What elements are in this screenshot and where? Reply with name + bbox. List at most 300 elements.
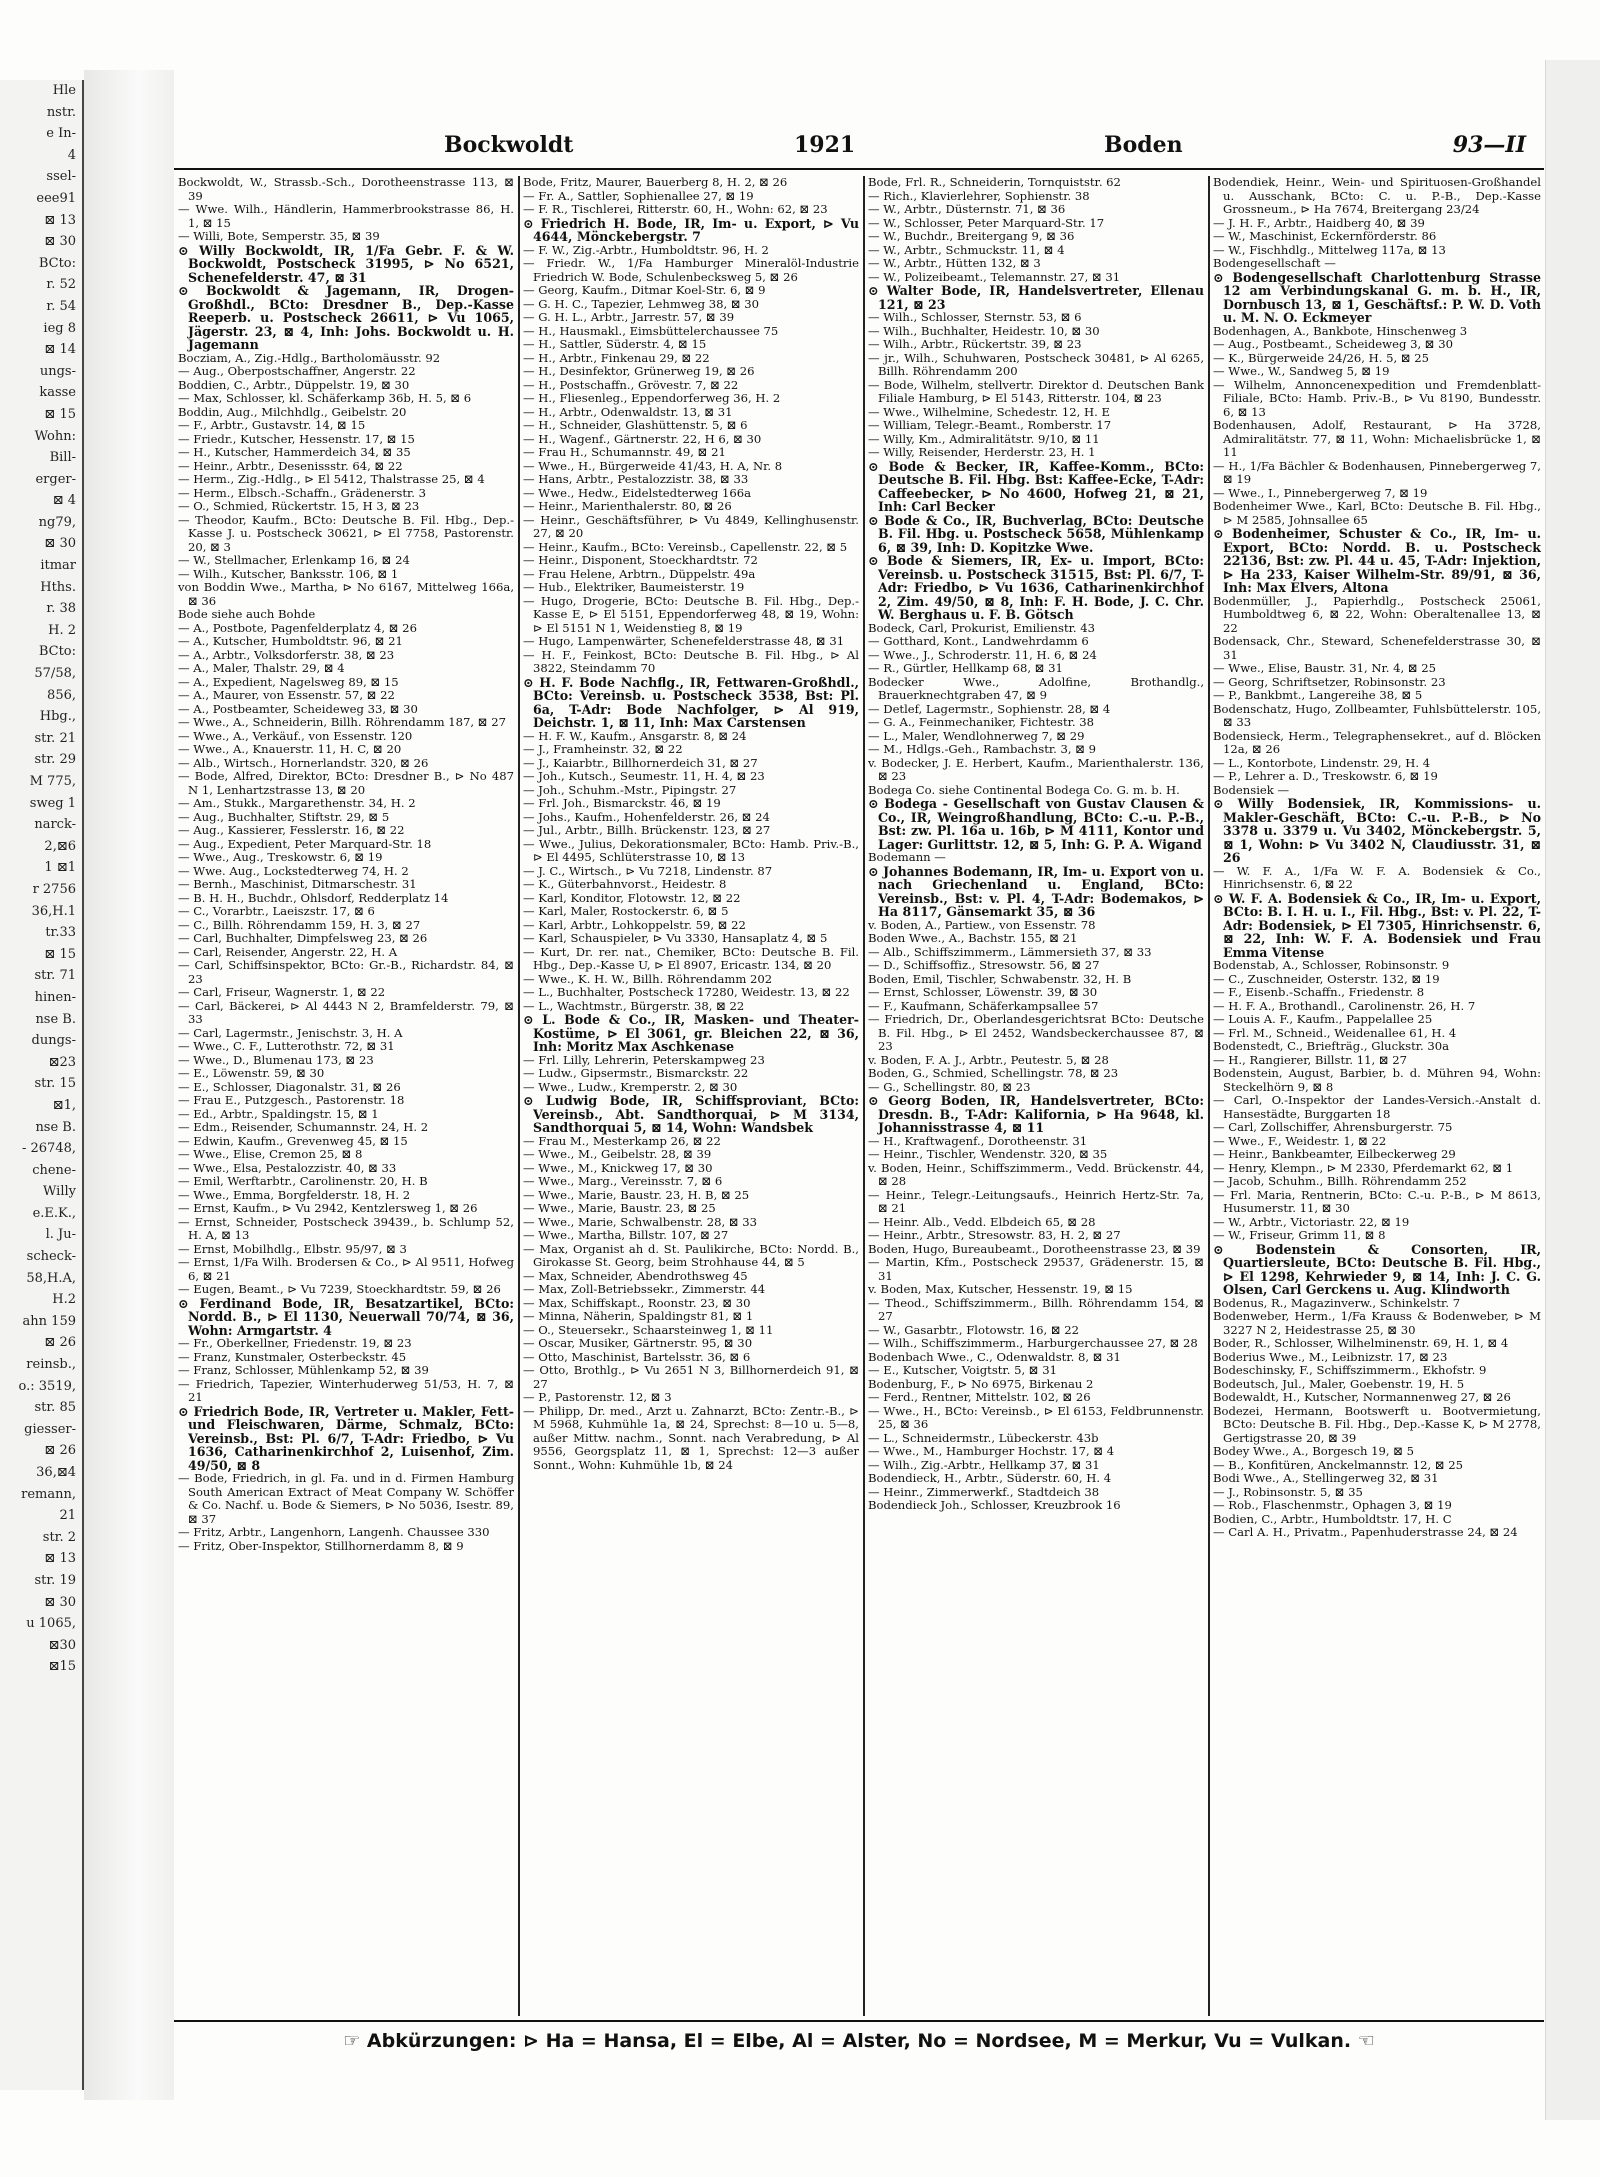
directory-entry: — Friedr. W., 1/Fa Hamburger Mineralöl-Industrie Friedrich W. Bode, Schulenbecksweg 5, ⊠ 26 <box>523 256 859 284</box>
directory-entry: — Carl, Bäckerei, ⊳ Al 4443 N 2, Bramfelderstr. 79, ⊠ 33 <box>178 998 514 1026</box>
directory-entry: — H., Kraftwagenf., Dorotheenstr. 31 <box>868 1133 1088 1148</box>
directory-entry: — Hub., Elektriker, Baumeisterstr. 19 <box>523 580 745 594</box>
directory-entry: — Wwe., Elsa, Pestalozzistr. 40, ⊠ 33 <box>178 1160 397 1175</box>
column-2 <box>523 176 859 2016</box>
directory-entry: — Wwe., Julius, Dekorationsmaler, BCto: Hamb. Priv.-B., ⊳ El 4495, Schlüterstrasse 10, ⊠ 13 <box>523 836 859 864</box>
directory-entry: — Hugo, Lampenwärter, Schenefelderstrasse 48, ⊠ 31 <box>523 634 845 648</box>
directory-entry: — F., Eisenb.-Schaffn., Friedenstr. 8 <box>1213 985 1425 999</box>
left-page-fragment: str. 15 <box>34 1076 76 1092</box>
firm-entry: ⊙ Bode & Becker, IR, Kaffee-Komm., BCto: Deutsche B. Fil. Hbg. Bst: Kaffee-Ecke, T-Adr: Caffeebecker, ⊳ No 4600, Hofweg 21, ⊠ 21, Inh: Carl Becker <box>868 458 1204 514</box>
directory-entry: — Wwe., D., Blumenau 173, ⊠ 23 <box>178 1052 374 1067</box>
left-page-fragment: sweg 1 <box>29 795 76 811</box>
directory-entry: — Georg, Kaufm., Ditmar Koel-Str. 6, ⊠ 9 <box>523 283 766 297</box>
left-page-fragment: reinsb., <box>26 1357 76 1373</box>
left-page-fragment: remann, <box>21 1486 76 1502</box>
directory-entry: — W., Polizeibeamt., Telemannstr. 27, ⊠ 31 <box>868 269 1121 284</box>
left-page-fragment: H.2 <box>52 1292 76 1308</box>
left-page-fragment: ungs- <box>39 363 76 379</box>
directory-entry: — Wwe., A., Verkäuf., von Essenstr. 120 <box>178 728 413 743</box>
column-1 <box>178 176 514 2016</box>
directory-entry: — Heinr., Arbtr., Stresowstr. 83, H. 2, ⊠ 27 <box>868 1228 1121 1242</box>
directory-entry: — Theodor, Kaufm., BCto: Deutsche B. Fil. Hbg., Dep.-Kasse J. u. Postscheck 30621, ⊳ El 7758, Pastorenstr. 20, ⊠ 3 <box>178 512 514 554</box>
directory-entry: Bodenstein, August, Barbier, b. d. Mühren 94, Wohn: Steckelhörn 9, ⊠ 8 <box>1213 1066 1541 1094</box>
left-page-fragment: BCto: <box>38 255 76 271</box>
page-number: 93—II <box>1452 132 1526 158</box>
directory-entry: — W., Stellmacher, Erlenkamp 16, ⊠ 24 <box>178 553 410 567</box>
directory-entry: — J., Robinsonstr. 5, ⊠ 35 <box>1213 1484 1363 1499</box>
directory-entry: — Wwe., Elise, Cremon 25, ⊠ 8 <box>178 1147 363 1161</box>
firm-entry: ⊙ Walter Bode, IR, Handelsvertreter, Ellenau 121, ⊠ 23 <box>868 283 1204 312</box>
left-page-fragment: tr.33 <box>45 925 76 941</box>
directory-entry: — Wwe., I., Pinnebergerweg 7, ⊠ 19 <box>1213 485 1428 500</box>
directory-entry: — Wwe., Hedw., Eidelstedterweg 166a <box>523 485 752 500</box>
directory-entry: — Wwe., F., Weidestr. 1, ⊠ 22 <box>1213 1133 1387 1148</box>
directory-entry: von Boddin Wwe., Martha, ⊳ No 6167, Mittelweg 166a, ⊠ 36 <box>178 580 514 608</box>
directory-entry: — R., Gürtler, Hellkamp 68, ⊠ 31 <box>868 661 1063 675</box>
directory-entry: — W., Buchdr., Breitergang 9, ⊠ 36 <box>868 229 1075 243</box>
directory-entry: — G., Schellingstr. 80, ⊠ 23 <box>868 1079 1031 1094</box>
directory-entry: — L., Kontorbote, Lindenstr. 29, H. 4 <box>1213 755 1431 770</box>
directory-entry: — Frau M., Mesterkamp 26, ⊠ 22 <box>523 1133 721 1148</box>
directory-entry: — Wwe., Marg., Vereinsstr. 7, ⊠ 6 <box>523 1174 723 1188</box>
left-page-fragment: Hle <box>52 83 76 98</box>
directory-entry: — H., Schneider, Glashüttenstr. 5, ⊠ 6 <box>523 418 748 432</box>
directory-entry: — J. H. F., Arbtr., Haidberg 40, ⊠ 39 <box>1213 215 1425 230</box>
directory-entry: — E., Schlosser, Diagonalstr. 31, ⊠ 26 <box>178 1079 401 1094</box>
left-page-fragment: u 1065, <box>26 1616 76 1632</box>
directory-entry: — Wwe., K. H. W., Billh. Röhrendamm 202 <box>523 971 773 986</box>
directory-entry: — Wwe., Aug., Treskowstr. 6, ⊠ 19 <box>178 850 383 864</box>
directory-entry: — Aug., Postbeamt., Scheideweg 3, ⊠ 30 <box>1213 337 1453 351</box>
directory-entry: — J. C., Wirtsch., ⊳ Vu 7218, Lindenstr. 87 <box>523 863 773 878</box>
directory-entry: — Wwe., Emma, Borgfelderstr. 18, H. 2 <box>178 1187 411 1202</box>
directory-entry: — Eugen, Beamt., ⊳ Vu 7239, Stoeckhardtstr. 59, ⊠ 26 <box>178 1282 501 1296</box>
left-page-fragment: str. 21 <box>34 730 76 746</box>
directory-entry: — Fritz, Arbtr., Langenhorn, Langenh. Chaussee 330 <box>178 1525 490 1539</box>
directory-entry: Bodenheimer Wwe., Karl, BCto: Deutsche B. Fil. Hbg., ⊳ M 2585, Johnsallee 65 <box>1213 499 1541 527</box>
directory-entry: Boden, G., Schmied, Schellingstr. 78, ⊠ 23 <box>868 1066 1119 1080</box>
directory-entry: — Alb., Wirtsch., Hornerlandstr. 320, ⊠ 26 <box>178 755 429 770</box>
firm-entry: ⊙ Johannes Bodemann, IR, Im- u. Export von u. nach Griechenland u. England, BCto: Vereinsb., Bst: v. Pl. 4, T-Adr: Bodemakos, ⊳ Ha 8117, Gänsemarkt 35, ⊠ 36 <box>868 863 1204 919</box>
firm-entry: ⊙ Bode & Siemers, IR, Ex- u. Import, BCto: Vereinsb. u. Postscheck 31515, Bst: Pl. 6/7, T-Adr: Friedbo, ⊳ Vu 1636, Catharinenkirchhof 2, Zim. 49/50, ⊠ 8, Inh: F. H. Bode, J. C. Chr. W. Berghaus u. F. B. Götsch <box>868 553 1204 622</box>
directory-entry: — L., Wachtmstr., Bürgerstr. 38, ⊠ 22 <box>523 998 745 1013</box>
directory-entry: Bodezei, Hermann, Bootswerft u. Bootvermietung, BCto: Deutsche B. Fil. Hbg., Dep.-Kasse K, ⊳ M 2778, Gertigstrasse 20, ⊠ 39 <box>1213 1403 1541 1445</box>
directory-entry: — Franz, Kunstmaler, Osterbeckstr. 45 <box>178 1349 407 1364</box>
directory-entry: Bodeck, Carl, Prokurist, Emilienstr. 43 <box>868 620 1096 635</box>
directory-entry: Bodenhausen, Adolf, Restaurant, ⊳ Ha 3728, Admiralitätstr. 77, ⊠ 11, Wohn: Michaelisbrücke 1, ⊠ 11 <box>1213 418 1541 459</box>
directory-entry: — Wilh., Buchhalter, Heidestr. 10, ⊠ 30 <box>868 323 1100 338</box>
directory-entry: — Max, Zoll-Betriebssekr., Zimmerstr. 44 <box>523 1282 766 1296</box>
directory-entry: — Wilh., Schiffszimmerm., Harburgerchaussee 27, ⊠ 28 <box>868 1336 1198 1350</box>
directory-entry: v. Boden, Heinr., Schiffszimmerm., Vedd. Brückenstr. 44, ⊠ 28 <box>868 1160 1204 1188</box>
directory-entry: Boder, R., Schlosser, Wilhelminenstr. 69, H. 1, ⊠ 4 <box>1213 1336 1509 1350</box>
directory-entry: — Heinr., Geschäftsführer, ⊳ Vu 4849, Kellinghusenstr. 27, ⊠ 20 <box>523 512 859 540</box>
firm-entry: ⊙ W. F. A. Bodensiek & Co., IR, Im- u. Export, BCto: B. I. H. u. I., Fil. Hbg., Bst: v. Pl. 22, T-Adr: Bodensiek, ⊳ El 7305, Hinrichsenstr. 6, ⊠ 22, Inh: W. F. A. Bodensiek und Frau Emma Vitense <box>1213 890 1541 960</box>
directory-entry: — Wwe., Marie, Baustr. 23, H. B, ⊠ 25 <box>523 1187 750 1202</box>
directory-entry: Bodensack, Chr., Steward, Schenefelderstrasse 30, ⊠ 31 <box>1213 634 1541 662</box>
directory-entry: — Heinr., Tischler, Wendenstr. 320, ⊠ 35 <box>868 1147 1108 1161</box>
directory-entry: — Wilh., Kutscher, Banksstr. 106, ⊠ 1 <box>178 566 399 581</box>
directory-entry: — Ernst, Schlosser, Löwenstr. 39, ⊠ 30 <box>868 985 1098 999</box>
left-page-fragment: 21 <box>59 1508 76 1524</box>
directory-entry: — G. H. C., Tapezier, Lehmweg 38, ⊠ 30 <box>523 296 760 311</box>
directory-entry: — Carl, Lagermstr., Jenischstr. 3, H. A <box>178 1025 403 1040</box>
directory-entry: Bodendieck, H., Arbtr., Süderstr. 60, H. 4 <box>868 1471 1112 1485</box>
directory-entry: — Bode, Wilhelm, stellvertr. Direktor d. Deutschen Bank Filiale Hamburg, ⊳ El 5143, Ritterstr. 104, ⊠ 23 <box>868 377 1204 405</box>
directory-entry: — J., Kaiarbtr., Billhornerdeich 31, ⊠ 27 <box>523 755 758 770</box>
directory-entry: — P., Lehrer a. D., Treskowstr. 6, ⊠ 19 <box>1213 769 1438 783</box>
directory-entry: — Franz, Schlosser, Mühlenkamp 52, ⊠ 39 <box>178 1363 429 1377</box>
left-page-fragment: eee91 <box>36 190 76 206</box>
directory-entry: — Heinr., Kaufm., BCto: Vereinsb., Capellenstr. 22, ⊠ 5 <box>523 539 848 554</box>
directory-entry: — E., Kutscher, Voigtstr. 5, ⊠ 31 <box>868 1363 1057 1377</box>
directory-entry: — H., Desinfektor, Grünerweg 19, ⊠ 26 <box>523 364 755 378</box>
left-page-fragment: ⊠ 13 <box>44 1551 76 1567</box>
directory-entry: — Joh., Schuhm.-Mstr., Pipingstr. 27 <box>523 782 737 797</box>
directory-entry: — P., Bankbmt., Langereihe 38, ⊠ 5 <box>1213 688 1423 702</box>
left-page-fragment: ⊠ 15 <box>44 946 76 962</box>
left-page-fragment: ⊠15 <box>48 1659 76 1675</box>
left-page-fragment: Bill- <box>49 450 76 466</box>
left-page-fragment: itmar <box>40 558 76 574</box>
directory-entry: — Friedrich, Tapezier, Winterhuderweg 51/53, H. 7, ⊠ 21 <box>178 1376 514 1404</box>
left-page-fragment: ⊠23 <box>48 1054 76 1070</box>
directory-entry: — Karl, Schauspieler, ⊳ Vu 3330, Hansaplatz 4, ⊠ 5 <box>523 931 828 945</box>
left-page-fragment: ⊠ 14 <box>44 342 76 358</box>
directory-entry: — Henry, Klempn., ⊳ M 2330, Pferdemarkt 62, ⊠ 1 <box>1213 1160 1514 1175</box>
directory-entry: — A., Arbtr., Volksdorferstr. 38, ⊠ 23 <box>178 647 395 662</box>
directory-entry: — F., Kaufmann, Schäferkampsallee 57 <box>868 998 1099 1013</box>
footer-rule <box>174 2020 1544 2022</box>
directory-entry: Boddien, C., Arbtr., Düppelstr. 19, ⊠ 30 <box>178 377 410 392</box>
left-page-fragment: Hbg., <box>39 709 76 725</box>
directory-entry: — Gotthard, Kont., Landwehrdamm 6 <box>868 634 1089 648</box>
directory-entry: — Joh., Kutsch., Seumestr. 11, H. 4, ⊠ 23 <box>523 769 765 783</box>
firm-entry: ⊙ Bodenstein & Consorten, IR, Quartiersleute, BCto: Deutsche B. Fil. Hbg., ⊳ El 1298, Kehrwieder 9, ⊠ 14, Inh: J. C. G. Olsen, Carl Gerckens u. Aug. Klindworth <box>1213 1241 1541 1297</box>
directory-entry: Boden, Emil, Tischler, Schwabenstr. 32, H. B <box>868 971 1132 986</box>
left-page-fragment: 36,⊠4 <box>36 1465 76 1480</box>
directory-entry: — Wwe., Elise, Baustr. 31, Nr. 4, ⊠ 25 <box>1213 661 1437 675</box>
directory-entry: — Wwe., W., Sandweg 5, ⊠ 19 <box>1213 364 1390 378</box>
left-page-fragment: 57/58, <box>34 666 76 682</box>
directory-entry: — K., Güterbahnvorst., Heidestr. 8 <box>523 877 727 891</box>
directory-entry: — L., Maler, Wendlohnerweg 7, ⊠ 29 <box>868 728 1085 743</box>
directory-entry: — Am., Stukk., Margarethenstr. 34, H. 2 <box>178 796 416 810</box>
directory-entry: — W., Schlosser, Peter Marquard-Str. 17 <box>868 215 1105 230</box>
directory-entry: — Emil, Werftarbtr., Carolinenstr. 20, H. B <box>178 1174 428 1188</box>
left-page-fragment: M 775, <box>29 774 76 789</box>
directory-entry: — W., Fischhdlg., Mittelweg 117a, ⊠ 13 <box>1213 242 1446 257</box>
firm-entry: ⊙ Bockwoldt & Jagemann, IR, Drogen-Großhdl., BCto: Dresdner B., Dep.-Kasse Reeperb. u. Postscheck 26611, ⊳ Vu 1065, Jägerstr. 23, ⊠ 4, Inh: Johs. Bockwoldt u. H. Jagemann <box>178 283 514 352</box>
directory-entry: Bodeschinsky, F., Schiffszimmerm., Ekhofstr. 9 <box>1213 1363 1487 1377</box>
left-page-fragment: scheck- <box>26 1249 76 1265</box>
left-page-fragment: e In- <box>46 126 76 142</box>
directory-entry: — Carl, Reisender, Angerstr. 22, H. A <box>178 944 398 959</box>
header-right-word: Boden <box>1104 132 1183 158</box>
directory-entry: Bodendieck Joh., Schlosser, Kreuzbrook 16 <box>868 1498 1121 1512</box>
directory-entry: — Bernh., Maschinist, Ditmarschestr. 31 <box>178 877 417 891</box>
header-rule <box>174 168 1544 170</box>
directory-entry: Bodensieck, Herm., Telegraphensekret., auf d. Blöcken 12a, ⊠ 26 <box>1213 728 1541 756</box>
directory-entry: — A., Postbeamter, Scheideweg 33, ⊠ 30 <box>178 701 418 716</box>
directory-entry: — Wwe., C. F., Lutterothstr. 72, ⊠ 31 <box>178 1039 395 1053</box>
directory-entry: — Wwe., M., Knickweg 17, ⊠ 30 <box>523 1160 713 1175</box>
directory-entry: — William, Telegr.-Beamt., Romberstr. 17 <box>868 418 1112 432</box>
directory-entry: — Wwe., H., BCto: Vereinsb., ⊳ El 6153, Feldbrunnenstr. 25, ⊠ 36 <box>868 1403 1204 1431</box>
left-page-fragment: BCto: <box>38 644 76 660</box>
directory-entry: — Ernst, Mobilhdlg., Elbstr. 95/97, ⊠ 3 <box>178 1241 407 1256</box>
left-page-fragment: ⊠ 13 <box>44 212 76 228</box>
directory-entry: — H. F., Feinkost, BCto: Deutsche B. Fil. Hbg., ⊳ Al 3822, Steindamm 70 <box>523 647 859 675</box>
directory-entry: — Hugo, Drogerie, BCto: Deutsche B. Fil. Hbg., Dep.-Kasse E, ⊳ El 5151, Eppendorferweg 48, ⊠ 19, Wohn: ⊳ El 5151 N 1, Weidenstieg 8, ⊠ 19 <box>523 593 859 635</box>
directory-entry: — B. H. H., Buchdr., Ohlsdorf, Redderplatz 14 <box>178 890 449 905</box>
directory-entry: — Herm., Elbsch.-Schaffn., Grädenerstr. 3 <box>178 485 427 500</box>
left-page-fragment: ⊠1, <box>52 1097 76 1113</box>
directory-entry: — Wilh., Zig.-Arbtr., Hellkamp 37, ⊠ 31 <box>868 1457 1100 1472</box>
directory-entry: — W., Arbtr., Schmuckstr. 11, ⊠ 4 <box>868 242 1065 257</box>
left-page-fragment: chene- <box>32 1162 76 1178</box>
directory-entry: — W., Maschinist, Eckernförderstr. 86 <box>1213 229 1437 243</box>
directory-entry: — Wwe., A., Knauerstr. 11, H. C, ⊠ 20 <box>178 742 402 756</box>
directory-entry: — Alb., Schiffszimmerm., Lämmersieth 37, ⊠ 33 <box>868 944 1152 959</box>
directory-entry: — Minna, Näherin, Spaldingstr 81, ⊠ 1 <box>523 1309 754 1323</box>
left-page-fragment: nse B. <box>35 1011 76 1027</box>
directory-entry: — Wwe., H., Bürgerweide 41/43, H. A, Nr. 8 <box>523 458 783 473</box>
directory-entry: — A., Maler, Thalstr. 29, ⊠ 4 <box>178 661 345 675</box>
book-gutter <box>84 70 174 2100</box>
directory-entry: — Jacob, Schuhm., Billh. Röhrendamm 252 <box>1213 1174 1467 1188</box>
firm-entry: ⊙ Ludwig Bode, IR, Schiffsproviant, BCto: Vereinsb., Abt. Sandthorquai, ⊳ M 3134, Sandthorquai 5, ⊠ 14, Wohn: Wandsbek <box>523 1093 859 1135</box>
directory-entry: — G. A., Feinmechaniker, Fichtestr. 38 <box>868 715 1095 729</box>
left-page-fragment: l. Ju- <box>45 1227 76 1243</box>
directory-entry: — H., Arbtr., Finkenau 29, ⊠ 22 <box>523 350 710 365</box>
left-page-fragment: ⊠ 30 <box>44 234 76 250</box>
directory-entry: Bodien, C., Arbtr., Humboldtstr. 17, H. C <box>1213 1511 1452 1526</box>
directory-entry: Bodey Wwe., A., Borgesch 19, ⊠ 5 <box>1213 1444 1415 1458</box>
left-page-fragment: 856, <box>47 687 76 703</box>
left-page-fragment: r. 54 <box>46 298 76 314</box>
left-page-fragment: ⊠ 15 <box>44 406 76 422</box>
left-page-fragment: str. 29 <box>34 752 76 768</box>
directory-entry: — Ernst, 1/Fa Wilh. Brodersen & Co., ⊳ Al 9511, Hofweg 6, ⊠ 21 <box>178 1255 514 1283</box>
directory-entry: — Max, Schlosser, kl. Schäferkamp 36b, H. 5, ⊠ 6 <box>178 391 472 405</box>
directory-entry: — Fr. A., Sattler, Sophienallee 27, ⊠ 19 <box>523 188 754 203</box>
directory-entry: — Heinr., Arbtr., Desenissstr. 64, ⊠ 22 <box>178 458 403 473</box>
directory-entry: — Frl. Lilly, Lehrerin, Peterskampweg 23 <box>523 1052 765 1067</box>
directory-entry: — Heinr., Bankbeamter, Eilbeckerweg 29 <box>1213 1147 1456 1161</box>
directory-entry: v. Bodecker, J. E. Herbert, Kaufm., Marienthalerstr. 136, ⊠ 23 <box>868 755 1204 783</box>
directory-entry: Bodewaldt, H., Kutscher, Normannenweg 27, ⊠ 26 <box>1213 1390 1511 1404</box>
directory-entry: — Wwe., M., Hamburger Hochstr. 17, ⊠ 4 <box>868 1444 1115 1458</box>
directory-entry: v. Boden, Max, Kutscher, Hessenstr. 19, ⊠ 15 <box>868 1282 1133 1296</box>
left-page-fragment: ⊠ 30 <box>44 536 76 552</box>
directory-entry: — W., Arbtr., Düsternstr. 71, ⊠ 36 <box>868 202 1066 216</box>
directory-entry: Bodega Co. siehe Continental Bodega Co. G. m. b. H. <box>868 782 1180 797</box>
directory-entry: — Karl, Konditor, Flotowstr. 12, ⊠ 22 <box>523 890 741 905</box>
firm-entry: ⊙ Willy Bockwoldt, IR, 1/Fa Gebr. F. & W. Bockwoldt, Postscheck 31995, ⊳ No 6521, Schenefelderstr. 47, ⊠ 31 <box>178 242 514 285</box>
directory-entry: Bodeutsch, Jul., Maler, Goebenstr. 19, H. 5 <box>1213 1376 1465 1391</box>
header-left-word: Bockwoldt <box>444 132 574 158</box>
left-page-fragment: ⊠30 <box>48 1637 76 1653</box>
left-page-fragment: hinen- <box>34 989 76 1005</box>
directory-entry: — H., Hausmakl., Eimsbüttelerchaussee 75 <box>523 323 779 338</box>
left-page-fragment: ⊠ 26 <box>44 1443 76 1459</box>
directory-entry: — W., Gasarbtr., Flotowstr. 16, ⊠ 22 <box>868 1322 1080 1337</box>
left-page-fragment: ssel- <box>46 169 76 185</box>
directory-entry: v. Boden, A., Partiew., von Essenstr. 78 <box>868 917 1096 932</box>
firm-entry: ⊙ Friedrich H. Bode, IR, Im- u. Export, ⊳ Vu 4644, Mönckebergstr. 7 <box>523 215 859 244</box>
directory-entry: — Edwin, Kaufm., Grevenweg 45, ⊠ 15 <box>178 1133 408 1148</box>
left-page-fragment: 4 <box>67 147 76 163</box>
column-divider <box>518 176 520 2016</box>
firm-entry: ⊙ Willy Bodensiek, IR, Kommissions- u. Makler-Geschäft, BCto: C.-u. P.-B., ⊳ No 3378 u. 3379 u. Vu 3402, Mönckebergstr. 5, ⊠ 1, Wohn: ⊳ Vu 3402 N, Claudiusstr. 31, ⊠ 26 <box>1213 796 1541 865</box>
directory-entry: — Aug., Buchhalter, Stiftstr. 29, ⊠ 5 <box>178 809 390 824</box>
directory-entry: — Carl, Schiffsinspektor, BCto: Gr.-B., Richardstr. 84, ⊠ 23 <box>178 958 514 986</box>
directory-entry: Boden Wwe., A., Bachstr. 155, ⊠ 21 <box>868 931 1078 945</box>
directory-entry: — L., Schneidermstr., Lübeckerstr. 43b <box>868 1430 1099 1445</box>
directory-entry: — Heinr., Marienthalerstr. 80, ⊠ 26 <box>523 499 732 513</box>
left-page-fragment: kasse <box>39 385 76 401</box>
directory-entry: — Aug., Oberpostschaffner, Angerstr. 22 <box>178 364 416 378</box>
directory-entry: — K., Bürgerweide 24/26, H. 5, ⊠ 25 <box>1213 350 1429 365</box>
directory-entry: — O., Steuersekr., Schaarsteinweg 1, ⊠ 11 <box>523 1322 774 1337</box>
directory-entry: — Otto, Brothlg., ⊳ Vu 2651 N 3, Billhornerdeich 91, ⊠ 27 <box>523 1363 859 1391</box>
firm-entry: ⊙ Bodengesellschaft Charlottenburg Strasse 12 am Verbindungskanal G. m. b. H., IR, Dornbusch 13, ⊠ 1, Geschäftsf.: P. W. D. Voth u. M. N. O. Eckmeyer <box>1213 269 1541 325</box>
directory-entry: — Ernst, Kaufm., ⊳ Vu 2942, Kentzlersweg 1, ⊠ 26 <box>178 1201 478 1215</box>
left-page-fragment: r. 38 <box>46 601 76 617</box>
firm-entry: ⊙ Georg Boden, IR, Handelsvertreter, BCto: Dresdn. B., T-Adr: Kalifornia, ⊳ Ha 9648, kl. Johannisstrasse 4, ⊠ 11 <box>868 1093 1204 1135</box>
directory-entry: — Edm., Reisender, Schumannstr. 24, H. 2 <box>178 1120 429 1134</box>
directory-entry: — O., Schmied, Rückertstr. 15, H 3, ⊠ 23 <box>178 499 420 513</box>
directory-entry: — H., Fliesenleg., Eppendorferweg 36, H. 2 <box>523 391 781 405</box>
directory-entry: — Frl. M., Schneid., Weidenallee 61, H. 4 <box>1213 1025 1457 1040</box>
directory-entry: — Oscar, Musiker, Gärtnerstr. 95, ⊠ 30 <box>523 1336 753 1350</box>
directory-entry: Bodemann — <box>868 850 946 864</box>
directory-entry: — Wwe., A., Schneiderin, Billh. Röhrendamm 187, ⊠ 27 <box>178 715 506 729</box>
left-page-fragment: ⊠ 26 <box>44 1335 76 1351</box>
directory-entry: — Karl, Maler, Rostockerstr. 6, ⊠ 5 <box>523 904 729 918</box>
directory-entry: — Jul., Arbtr., Billh. Brückenstr. 123, ⊠ 27 <box>523 823 771 837</box>
directory-entry: — Bode, Friedrich, in gl. Fa. und in d. Firmen Hamburg South American Extract of Meat Company W. Schöffer & Co. Nachf. u. Bode & Siemers, ⊳ No 5036, Isestr. 89, ⊠ 37 <box>178 1471 514 1526</box>
directory-entry: — H., Kutscher, Hammerdeich 34, ⊠ 35 <box>178 445 411 459</box>
directory-entry: — C., Zuschneider, Osterstr. 132, ⊠ 19 <box>1213 971 1440 986</box>
directory-entry: Bodenmüller, J., Papierhdlg., Postscheck 25061, Humboldtweg 6, ⊠ 22, Wohn: Oberaltenallee 13, ⊠ 22 <box>1213 593 1541 635</box>
directory-entry: — Rich., Klavierlehrer, Sophienstr. 38 <box>868 188 1090 203</box>
directory-entry: — Frl. Maria, Rentnerin, BCto: C.-u. P.-B., ⊳ M 8613, Husumerstr. 11, ⊠ 30 <box>1213 1187 1541 1215</box>
directory-entry: — Friedr., Kutscher, Hessenstr. 17, ⊠ 15 <box>178 431 415 446</box>
directory-entry: — F., Arbtr., Gustavstr. 14, ⊠ 15 <box>178 418 366 432</box>
left-page-fragment: r 2756 <box>32 881 76 897</box>
firm-entry: ⊙ Friedrich Bode, IR, Vertreter u. Makler, Fett- und Fleischwaren, Därme, Schmalz, BCto: Vereinsb., Bst: Pl. 6/7, T-Adr: Friedbo, ⊳ Vu 1636, Catharinenkirchhof 2, Luisenhof, Zim. 49/50, ⊠ 8 <box>178 1403 514 1473</box>
left-page-fragment: erger- <box>35 471 76 487</box>
directory-entry: Bode, Fritz, Maurer, Bauerberg 8, H. 2, ⊠ 26 <box>523 176 788 189</box>
directory-entry: Bode, Frl. R., Schneiderin, Tornquiststr. 62 <box>868 176 1121 189</box>
directory-entry: — Heinr. Alb., Vedd. Elbdeich 65, ⊠ 28 <box>868 1214 1096 1229</box>
left-page-fragment: str. 19 <box>34 1572 76 1588</box>
left-page-fragment: ⊠ 4 <box>52 493 76 509</box>
directory-entry: — Rob., Flaschenmstr., Ophagen 3, ⊠ 19 <box>1213 1498 1452 1512</box>
left-page-fragment: narck- <box>34 817 76 833</box>
directory-entry: — Heinr., Zimmerwerkf., Stadtdeich 38 <box>868 1484 1100 1499</box>
column-4 <box>1213 176 1541 2016</box>
directory-entry: — H. F. W., Kaufm., Ansgarstr. 8, ⊠ 24 <box>523 728 747 743</box>
directory-entry: — H. F. A., Brothandl., Carolinenstr. 26, H. 7 <box>1213 998 1476 1013</box>
left-page-fragment: 1 ⊠1 <box>44 860 76 876</box>
directory-entry: — Frl. Joh., Bismarckstr. 46, ⊠ 19 <box>523 796 721 810</box>
directory-entry: — Wwe., J., Schroderstr. 11, H. 6, ⊠ 24 <box>868 647 1097 662</box>
directory-entry: — Frau E., Putzgesch., Pastorenstr. 18 <box>178 1093 405 1107</box>
directory-entry: — Heinr., Telegr.-Leitungsaufs., Heinrich Hertz-Str. 7a, ⊠ 21 <box>868 1187 1204 1215</box>
left-page-fragment: nstr. <box>46 104 76 120</box>
directory-entry: — Max, Schiffskapt., Roonstr. 23, ⊠ 30 <box>523 1295 751 1310</box>
directory-entry: — Herm., Zig.-Hdlg., ⊳ El 5412, Thalstrasse 25, ⊠ 4 <box>178 472 485 486</box>
directory-entry: — H., Postschaffn., Grövestr. 7, ⊠ 22 <box>523 377 739 392</box>
left-page-fragment: ahn 159 <box>22 1313 76 1329</box>
directory-entry: — H., Sattler, Süderstr. 4, ⊠ 15 <box>523 337 707 351</box>
firm-entry: ⊙ L. Bode & Co., IR, Masken- und Theater-Kostüme, ⊳ El 3061, gr. Bleichen 22, ⊠ 36, Inh: Moritz Max Aschkenase <box>523 1012 859 1054</box>
directory-entry: — Carl, Buchhalter, Dimpfelsweg 23, ⊠ 26 <box>178 931 428 945</box>
directory-entry: — E., Löwenstr. 59, ⊠ 30 <box>178 1066 325 1080</box>
directory-entry: — Carl, Zollschiffer, Ahrensburgerstr. 75 <box>1213 1120 1453 1134</box>
directory-entry: — Karl, Arbtr., Lohkoppelstr. 59, ⊠ 22 <box>523 917 746 932</box>
directory-entry: — Fr., Oberkellner, Friedenstr. 19, ⊠ 23 <box>178 1336 412 1350</box>
directory-entry: — Otto, Maschinist, Bartelsstr. 36, ⊠ 6 <box>523 1349 751 1364</box>
running-header <box>174 130 1544 164</box>
directory-entry: — F. R., Tischlerei, Ritterstr. 60, H., Wohn: 62, ⊠ 23 <box>523 202 828 216</box>
directory-entry: — Ed., Arbtr., Spaldingstr. 15, ⊠ 1 <box>178 1106 379 1121</box>
left-page-fragment: giesser- <box>24 1421 76 1437</box>
left-page-fragment: Willy <box>43 1184 76 1200</box>
directory-entry: Bodenhagen, A., Bankbote, Hinschenweg 3 <box>1213 323 1468 338</box>
directory-entry: — Carl, O.-Inspektor der Landes-Versich.-Anstalt d. Hansestädte, Burggarten 18 <box>1213 1093 1541 1121</box>
directory-entry: Bodenbach Wwe., C., Odenwaldstr. 8, ⊠ 31 <box>868 1349 1121 1364</box>
header-year: 1921 <box>794 132 856 158</box>
directory-entry: — Fritz, Ober-Inspektor, Stillhornerdamm 8, ⊠ 9 <box>178 1538 464 1553</box>
directory-entry: — W., Arbtr., Hütten 132, ⊠ 3 <box>868 256 1041 270</box>
left-page-fragment: r. 52 <box>46 277 76 293</box>
directory-entry: — Theod., Schiffszimmerm., Billh. Röhrendamm 154, ⊠ 27 <box>868 1295 1204 1323</box>
directory-entry: — Wwe., M., Geibelstr. 28, ⊠ 39 <box>523 1147 712 1161</box>
right-page-edge <box>1545 60 1600 2120</box>
directory-entry: — A., Maurer, von Essenstr. 57, ⊠ 22 <box>178 688 395 702</box>
directory-entry: — Wwe., Ludw., Kremperstr. 2, ⊠ 30 <box>523 1079 738 1094</box>
directory-entry: — F. W., Zig.-Arbtr., Humboldtstr. 96, H. 2 <box>523 242 769 257</box>
directory-entry: — Ferd., Rentner, Mittelstr. 102, ⊠ 26 <box>868 1390 1091 1404</box>
left-page-fragment: str. 71 <box>34 968 76 984</box>
directory-entry: v. Boden, F. A. J., Arbtr., Peutestr. 5, ⊠ 28 <box>868 1052 1109 1067</box>
directory-entry: Bodenschatz, Hugo, Zollbeamter, Fuhlsbüttelerstr. 105, ⊠ 33 <box>1213 701 1541 729</box>
directory-entry: Bode siehe auch Bohde <box>178 607 316 621</box>
directory-entry: — Friedrich, Dr., Oberlandesgerichtsrat BCto: Deutsche B. Fil. Hbg., ⊳ El 2452, Wandsbeckerchaussee 87, ⊠ 23 <box>868 1012 1204 1053</box>
directory-entry: Bodi Wwe., A., Stellingerweg 32, ⊠ 31 <box>1213 1471 1439 1485</box>
left-page-fragment: - 26748, <box>21 1141 76 1157</box>
directory-entry: — Heinr., Disponent, Stoeckhardtstr. 72 <box>523 553 758 567</box>
column-divider <box>863 176 865 2016</box>
directory-entry: — H., Arbtr., Odenwaldstr. 13, ⊠ 31 <box>523 404 733 419</box>
directory-entry: — Aug., Kassierer, Fesslerstr. 16, ⊠ 22 <box>178 823 405 837</box>
firm-entry: ⊙ H. F. Bode Nachflg., IR, Fettwaren-Großhdl., BCto: Vereinsb. u. Postscheck 3538, Bst: Pl. 6a, T-Adr: Bode Nachfolger, ⊳ Al 919, Deichstr. 1, ⊠ 11, Inh: Max Carstensen <box>523 674 859 730</box>
left-page-fragment: dungs- <box>31 1033 76 1049</box>
left-page-fragment: ⊠ 30 <box>44 1594 76 1610</box>
directory-entry: — Willy, Km., Admiralitätstr. 9/10, ⊠ 11 <box>868 431 1100 446</box>
left-page-fragment: 36,H.1 <box>31 903 76 919</box>
directory-entry: — Frau Helene, Arbtrn., Düppelstr. 49a <box>523 566 756 581</box>
directory-entry: — Johs., Kaufm., Hohenfelderstr. 26, ⊠ 24 <box>523 809 770 824</box>
directory-entry: — Wwe., Marie, Schwalbenstr. 28, ⊠ 33 <box>523 1214 758 1229</box>
directory-entry: Bodenburg, F., ⊳ No 6975, Birkenau 2 <box>868 1376 1094 1391</box>
directory-entry: — Willy, Reisender, Herderstr. 23, H. 1 <box>868 445 1096 459</box>
directory-entry: Boderius Wwe., M., Leibnizstr. 17, ⊠ 23 <box>1213 1349 1448 1364</box>
